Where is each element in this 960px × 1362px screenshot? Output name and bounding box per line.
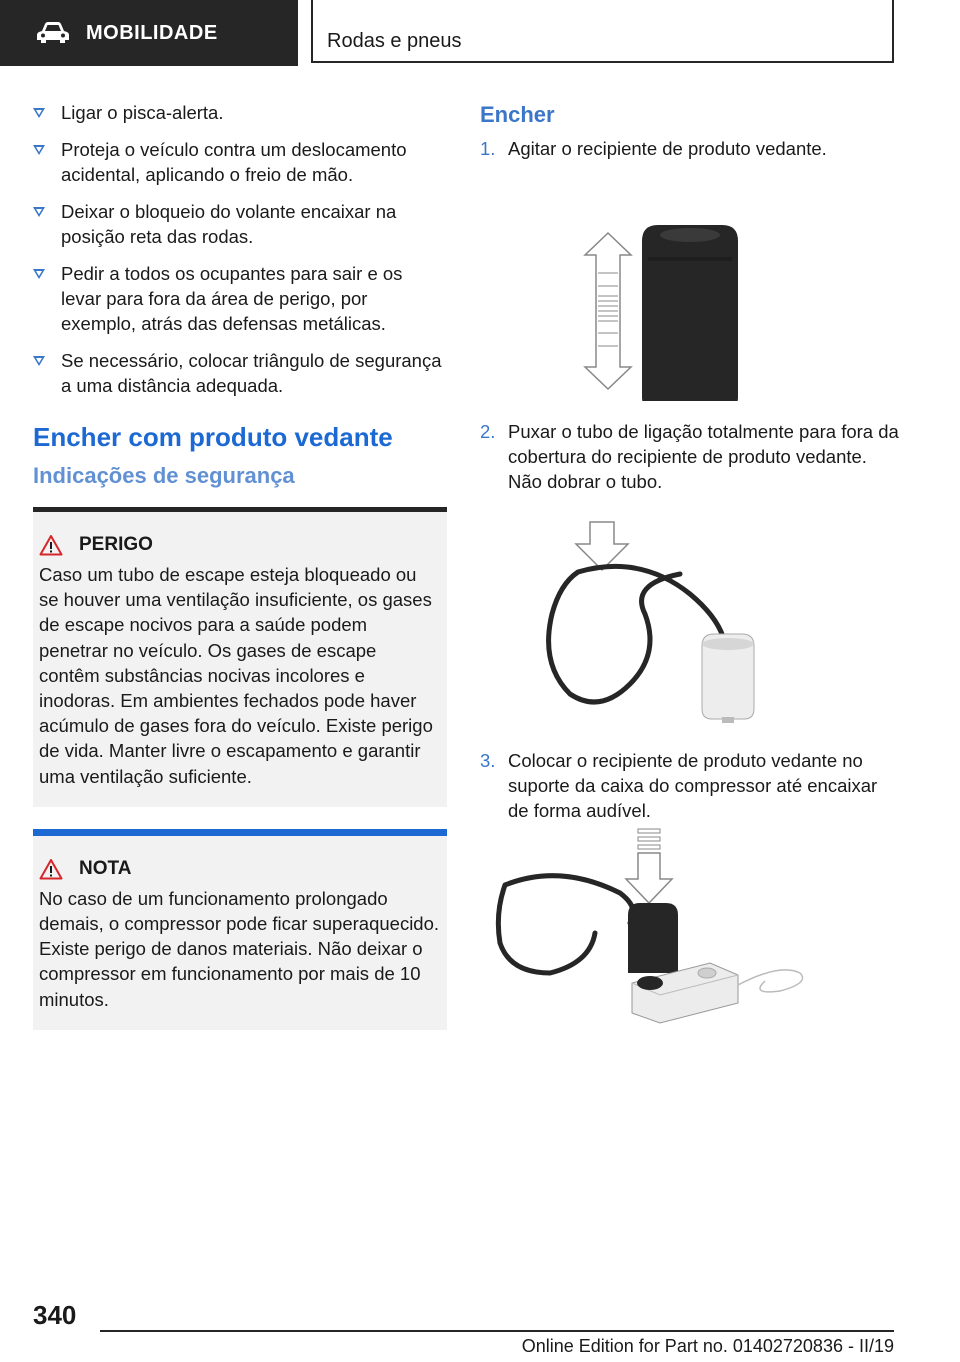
- sealant-bottle-icon: [642, 225, 738, 401]
- hose-icon: [549, 566, 725, 702]
- edition-note: Online Edition for Part no. 01402720836 - II/19: [521, 1336, 894, 1356]
- figure-insert-bottle: [480, 823, 900, 1053]
- list-item: Ligar o pisca-alerta.: [33, 100, 447, 125]
- list-item: Pedir a todos os ocupantes para sair e os levar para fora da área de perigo, por exemplo, atrás das defensas metálicas.: [33, 261, 447, 336]
- down-arrow-icon: [576, 522, 628, 570]
- step-text: Colocar o recipiente de produto vedante no suporte da caixa do compressor até encaixar de forma audível.: [508, 750, 878, 821]
- step-number: 3.: [480, 750, 496, 771]
- triangle-bullet-icon: [33, 207, 45, 217]
- pull-hose-illustration: [480, 494, 900, 744]
- double-arrow-icon: [585, 233, 631, 389]
- bullet-list: [33, 100, 447, 398]
- insert-bottle-illustration: [480, 823, 900, 1053]
- triangle-bullet-icon: [33, 356, 45, 366]
- chapter-header: [311, 0, 894, 63]
- step-text: Agitar o recipiente de produto vedante.: [508, 138, 827, 159]
- warning-triangle-icon: [39, 534, 63, 556]
- notice-box: [33, 829, 447, 1030]
- sealant-bottle-icon: [702, 634, 754, 723]
- chapter-title: Rodas e pneus: [327, 30, 462, 52]
- page-number: 340: [33, 1300, 77, 1330]
- danger-box: [33, 507, 447, 807]
- warning-triangle-icon: [39, 858, 63, 880]
- left-column: [33, 100, 447, 1044]
- step-item: [480, 419, 900, 494]
- notice-title: NOTA: [39, 858, 441, 880]
- hose-icon: [498, 876, 633, 973]
- danger-text: Caso um tubo de escape esteja bloqueado ou se houver uma ventilação insuficiente, os gases de escape nocivos para a saúde podem penetrar no veículo. Os gases de escape contêm substâncias nocivas incolores e inodoras. Em ambientes fechados pode haver acúmulo de gases fora do veículo. Existe perigo de vida. Manter livre o escapamento e garantir uma ventilação suficiente.: [39, 564, 433, 787]
- step-number: 2.: [480, 421, 496, 442]
- step-number: 1.: [480, 138, 496, 159]
- figure-pull-hose: [480, 494, 900, 744]
- down-arrow-icon: [626, 829, 672, 903]
- triangle-bullet-icon: [33, 269, 45, 279]
- step-text: Puxar o tubo de ligação totalmente para fora da cobertura do recipiente de produto vedante. Não dobrar o tubo.: [508, 421, 899, 492]
- car-icon: [36, 20, 70, 46]
- sealant-bottle-icon: [628, 903, 678, 973]
- section-heading: Encher com produto vedante: [33, 422, 393, 452]
- list-item: Deixar o bloqueio do volante encaixar na posição reta das rodas.: [33, 199, 447, 249]
- section-heading: Encher: [480, 102, 555, 127]
- figure-shake-bottle: [480, 161, 900, 401]
- shake-bottle-illustration: [480, 161, 900, 401]
- triangle-bullet-icon: [33, 108, 45, 118]
- footer-divider: [100, 1330, 894, 1332]
- step-item: [480, 136, 900, 161]
- step-item: [480, 748, 900, 823]
- section-label: MOBILIDADE: [86, 21, 218, 44]
- subsection-heading: Indicações de segurança: [33, 463, 295, 488]
- danger-title: PERIGO: [39, 534, 441, 556]
- page-header: [0, 0, 960, 66]
- triangle-bullet-icon: [33, 145, 45, 155]
- notice-text: No caso de um funcionamento prolongado demais, o compressor pode ficar superaquecido. Existe perigo de danos materiais. Não deixar o compressor em funcionamento por mais de 10 minutos.: [39, 887, 440, 1010]
- list-item: Se necessário, colocar triângulo de segurança a uma distância adequada.: [33, 348, 447, 398]
- list-item: Proteja o veículo contra um deslocamento acidental, aplicando o freio de mão.: [33, 137, 447, 187]
- right-column: [480, 100, 900, 1053]
- section-tab: [0, 0, 298, 66]
